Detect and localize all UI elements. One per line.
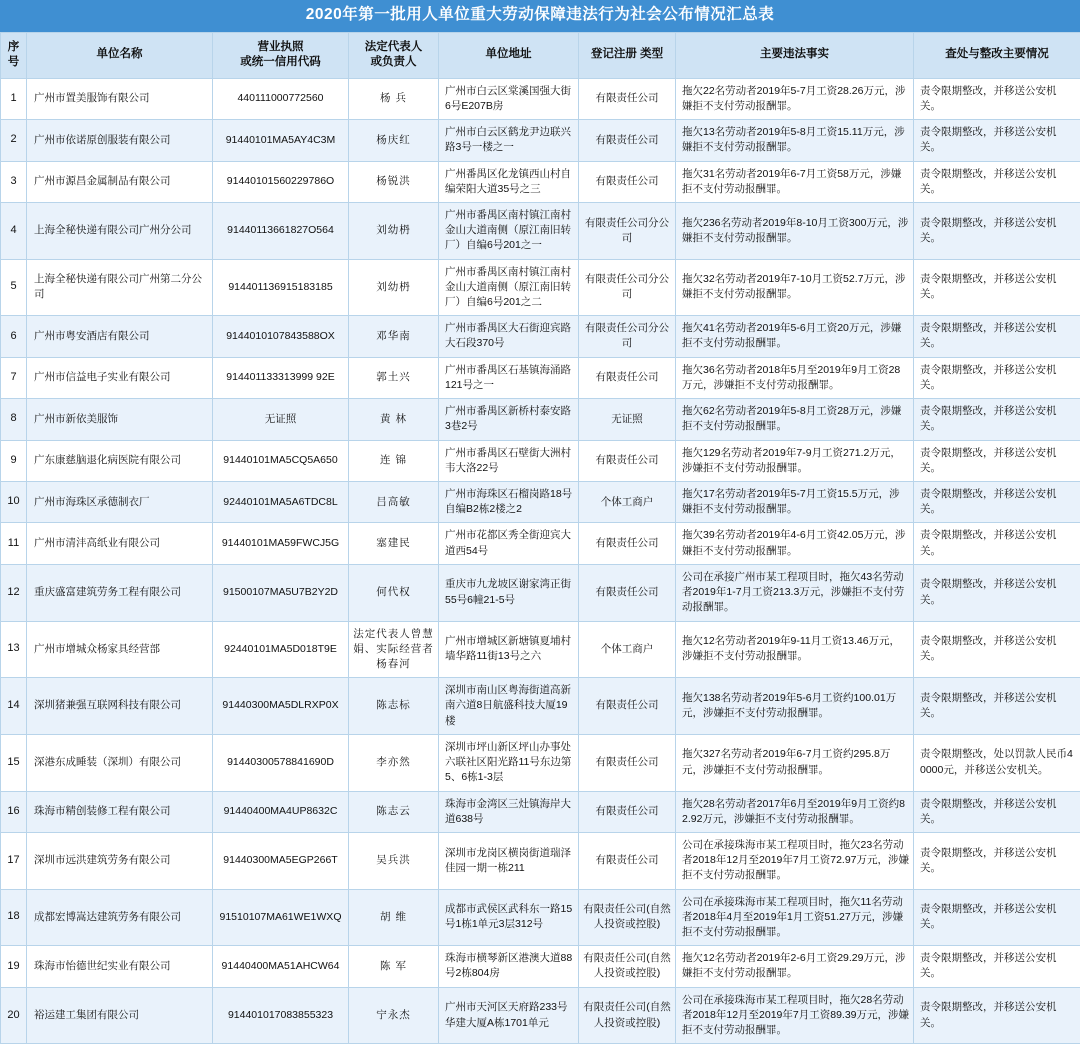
- table-row: [1, 161, 1080, 202]
- row-violation-facts: 拖欠236名劳动者2019年8-10月工资300万元，涉嫌拒不支付劳动报酬罪。: [676, 202, 914, 259]
- row-legal-rep: 法定代表人曾慧娟、实际经营者杨春河: [349, 621, 439, 678]
- row-violation-facts: 拖欠22名劳动者2019年5-7月工资28.26万元，涉嫌拒不支付劳动报酬罪。: [676, 78, 914, 119]
- table-row: [1, 482, 1080, 523]
- row-license-code: 91440300MA5EGP266T: [213, 832, 349, 889]
- row-license-code: 91440101MA5CQ5A650: [213, 440, 349, 481]
- row-violation-facts: 拖欠12名劳动者2019年2-6月工资29.29万元，涉嫌拒不支付劳动报酬罪。: [676, 946, 914, 987]
- row-license-code: 91510107MA61WE1WXQ: [213, 889, 349, 946]
- row-license-code: 无证照: [213, 399, 349, 440]
- row-legal-rep: 杨锐洪: [349, 161, 439, 202]
- row-license-code: 91440300578841690D: [213, 734, 349, 791]
- row-handling: 责令限期整改，并移送公安机关。: [914, 678, 1080, 735]
- row-company-name: 广州市新依美服饰: [27, 399, 213, 440]
- col-license-code-line1: 营业执照: [216, 40, 345, 56]
- row-index: 15: [1, 734, 27, 791]
- col-license-code-line2: 或统一信用代码: [216, 55, 345, 71]
- row-company-name: 深港东成睡装（深圳）有限公司: [27, 734, 213, 791]
- row-violation-facts: 拖欠36名劳动者2018年5月至2019年9月工资28万元，涉嫌拒不支付劳动报酬罪。: [676, 357, 914, 398]
- row-index: 6: [1, 316, 27, 357]
- row-company-name: 广州市清沣高纸业有限公司: [27, 523, 213, 564]
- row-license-code: 91440113661827O564: [213, 202, 349, 259]
- row-handling: 责令限期整改，并移送公安机关。: [914, 440, 1080, 481]
- table-header: [1, 32, 1080, 78]
- page-title: 2020年第一批用人单位重大劳动保障违法行为社会公布情况汇总表: [0, 0, 1080, 32]
- row-address: 广州市番禺区石壁街大洲村韦大洛22号: [439, 440, 579, 481]
- row-legal-rep: 邓华南: [349, 316, 439, 357]
- col-company-name: 单位名称: [27, 32, 213, 78]
- table-row: [1, 259, 1080, 316]
- row-registration-type: 有限责任公司: [579, 120, 676, 161]
- row-index: 13: [1, 621, 27, 678]
- row-license-code: 92440101MA5A6TDC8L: [213, 482, 349, 523]
- row-address: 重庆市九龙坡区谢家湾正街55号6幢21-5号: [439, 564, 579, 621]
- row-license-code: 9144010107843588OX: [213, 316, 349, 357]
- row-violation-facts: 拖欠39名劳动者2019年4-6月工资42.05万元，涉嫌拒不支付劳动报酬罪。: [676, 523, 914, 564]
- violations-table: [0, 32, 1080, 1044]
- row-address: 深圳市南山区粤海街道高新南六道8日航盛科技大厦19楼: [439, 678, 579, 735]
- row-company-name: 珠海市精创装修工程有限公司: [27, 791, 213, 832]
- row-license-code: 91440400MA51AHCW64: [213, 946, 349, 987]
- row-handling: 责令限期整改，并移送公安机关。: [914, 161, 1080, 202]
- table-row: [1, 399, 1080, 440]
- row-address: 广州市天河区天府路233号华建大厦A栋1701单元: [439, 987, 579, 1044]
- row-company-name: 裕运建工集团有限公司: [27, 987, 213, 1044]
- row-license-code: 914401133313999 92E: [213, 357, 349, 398]
- table-row: [1, 987, 1080, 1044]
- row-violation-facts: 拖欠327名劳动者2019年6-7月工资约295.8万元，涉嫌拒不支付劳动报酬罪。: [676, 734, 914, 791]
- table-row: [1, 678, 1080, 735]
- row-handling: 责令限期整改，并移送公安机关。: [914, 832, 1080, 889]
- row-handling: 责令限期整改，并移送公安机关。: [914, 564, 1080, 621]
- row-index: 9: [1, 440, 27, 481]
- row-address: 广州市番禺区新桥村泰安路3巷2号: [439, 399, 579, 440]
- row-registration-type: 有限责任公司: [579, 523, 676, 564]
- row-license-code: 92440101MA5D018T9E: [213, 621, 349, 678]
- row-company-name: 成都宏博嵩达建筑劳务有限公司: [27, 889, 213, 946]
- row-address: 广州市番禺区大石街迎宾路大石段370号: [439, 316, 579, 357]
- row-violation-facts: 拖欠17名劳动者2019年5-7月工资15.5万元，涉嫌拒不支付劳动报酬罪。: [676, 482, 914, 523]
- row-index: 14: [1, 678, 27, 735]
- row-index: 7: [1, 357, 27, 398]
- col-index: 序号: [1, 32, 27, 78]
- row-registration-type: 个体工商户: [579, 621, 676, 678]
- row-legal-rep: 吕高敏: [349, 482, 439, 523]
- table-row: [1, 946, 1080, 987]
- row-handling: 责令限期整改，并移送公安机关。: [914, 946, 1080, 987]
- row-handling: 责令限期整改，并移送公安机关。: [914, 791, 1080, 832]
- row-index: 5: [1, 259, 27, 316]
- row-index: 10: [1, 482, 27, 523]
- row-index: 17: [1, 832, 27, 889]
- table-body: [1, 78, 1080, 1044]
- row-index: 19: [1, 946, 27, 987]
- row-violation-facts: 公司在承接广州市某工程项目时，拖欠43名劳动者2019年1-7月工资213.3万元，涉嫌拒不支付劳动报酬罪。: [676, 564, 914, 621]
- row-company-name: 广州市海珠区承德制衣厂: [27, 482, 213, 523]
- row-handling: 责令限期整改，处以罚款人民币40000元，并移送公安机关。: [914, 734, 1080, 791]
- row-company-name: 广州市置美服饰有限公司: [27, 78, 213, 119]
- row-address: 珠海市金湾区三灶镇海岸大道638号: [439, 791, 579, 832]
- row-registration-type: 有限责任公司: [579, 564, 676, 621]
- row-registration-type: 有限责任公司: [579, 357, 676, 398]
- table-row: [1, 440, 1080, 481]
- row-violation-facts: 拖欠12名劳动者2019年9-11月工资13.46万元，涉嫌拒不支付劳动报酬罪。: [676, 621, 914, 678]
- row-index: 8: [1, 399, 27, 440]
- row-legal-rep: 陈志标: [349, 678, 439, 735]
- row-company-name: 重庆盛富建筑劳务工程有限公司: [27, 564, 213, 621]
- row-legal-rep: 陈志云: [349, 791, 439, 832]
- col-handling: 查处与整改主要情况: [914, 32, 1080, 78]
- col-legal-rep-line1: 法定代表人: [352, 40, 435, 56]
- row-registration-type: 有限责任公司: [579, 78, 676, 119]
- row-handling: 责令限期整改，并移送公安机关。: [914, 357, 1080, 398]
- row-registration-type: 有限责任公司分公司: [579, 202, 676, 259]
- row-legal-rep: 胡 维: [349, 889, 439, 946]
- table-row: [1, 120, 1080, 161]
- row-registration-type: 有限责任公司分公司: [579, 316, 676, 357]
- row-legal-rep: 陈 军: [349, 946, 439, 987]
- row-index: 18: [1, 889, 27, 946]
- row-handling: 责令限期整改，并移送公安机关。: [914, 399, 1080, 440]
- table-row: [1, 889, 1080, 946]
- row-address: 珠海市横琴新区港澳大道88号2栋804房: [439, 946, 579, 987]
- row-company-name: 上海全秘快递有限公司广州分公司: [27, 202, 213, 259]
- row-handling: 责令限期整改，并移送公安机关。: [914, 523, 1080, 564]
- col-violation-facts: 主要违法事实: [676, 32, 914, 78]
- col-legal-rep: [349, 32, 439, 78]
- row-violation-facts: 拖欠62名劳动者2019年5-8月工资28万元，涉嫌拒不支付劳动报酬罪。: [676, 399, 914, 440]
- row-handling: 责令限期整改，并移送公安机关。: [914, 259, 1080, 316]
- row-company-name: 深圳市远洪建筑劳务有限公司: [27, 832, 213, 889]
- row-company-name: 广州市依诺原创服装有限公司: [27, 120, 213, 161]
- row-handling: 责令限期整改，并移送公安机关。: [914, 316, 1080, 357]
- row-handling: 责令限期整改，并移送公安机关。: [914, 621, 1080, 678]
- table-row: [1, 564, 1080, 621]
- row-address: 广州市白云区鹤龙尹边联兴路3号一楼之一: [439, 120, 579, 161]
- row-license-code: 91500107MA5U7B2Y2D: [213, 564, 349, 621]
- row-violation-facts: 公司在承接珠海市某工程项目时，拖欠11名劳动者2018年4月至2019年1月工资51.27万元，涉嫌拒不支付劳动报酬罪。: [676, 889, 914, 946]
- row-handling: 责令限期整改，并移送公安机关。: [914, 78, 1080, 119]
- row-address: 广州市番禺区石基镇海涌路121号之一: [439, 357, 579, 398]
- row-license-code: 91440101MA59FWCJ5G: [213, 523, 349, 564]
- row-violation-facts: 拖欠28名劳动者2017年6月至2019年9月工资约82.92万元，涉嫌拒不支付劳动报酬罪。: [676, 791, 914, 832]
- row-registration-type: 有限责任公司(自然人投资或控股): [579, 889, 676, 946]
- row-handling: 责令限期整改，并移送公安机关。: [914, 120, 1080, 161]
- row-address: 深圳市坪山新区坪山办事处六联社区阳光路11号东边第5、6栋1-3层: [439, 734, 579, 791]
- row-license-code: 91440101560229786O: [213, 161, 349, 202]
- row-violation-facts: 拖欠41名劳动者2019年5-6月工资20万元，涉嫌拒不支付劳动报酬罪。: [676, 316, 914, 357]
- row-index: 4: [1, 202, 27, 259]
- row-index: 16: [1, 791, 27, 832]
- row-license-code: 914401017083855323: [213, 987, 349, 1044]
- row-legal-rep: 杨 兵: [349, 78, 439, 119]
- col-registration-type: 登记注册 类型: [579, 32, 676, 78]
- row-violation-facts: 拖欠13名劳动者2019年5-8月工资15.11万元，涉嫌拒不支付劳动报酬罪。: [676, 120, 914, 161]
- table-row: [1, 523, 1080, 564]
- row-registration-type: 有限责任公司: [579, 734, 676, 791]
- row-legal-rep: 刘幼枬: [349, 259, 439, 316]
- row-address: 广州市增城区新塘镇夏埔村墙华路11街13号之六: [439, 621, 579, 678]
- row-address: 广州市番禺区南村镇江南村金山大道南侧（原江南旧转厂）自编6号201之二: [439, 259, 579, 316]
- row-registration-type: 有限责任公司: [579, 832, 676, 889]
- row-index: 11: [1, 523, 27, 564]
- row-legal-rep: 杨庆红: [349, 120, 439, 161]
- row-company-name: 珠海市怡德世纪实业有限公司: [27, 946, 213, 987]
- row-violation-facts: 拖欠129名劳动者2019年7-9月工资271.2万元，涉嫌拒不支付劳动报酬罪。: [676, 440, 914, 481]
- row-handling: 责令限期整改，并移送公安机关。: [914, 202, 1080, 259]
- table-row: [1, 316, 1080, 357]
- row-license-code: 440111000772560: [213, 78, 349, 119]
- row-handling: 责令限期整改，并移送公安机关。: [914, 482, 1080, 523]
- row-registration-type: 有限责任公司: [579, 440, 676, 481]
- row-violation-facts: 公司在承接珠海市某工程项目时，拖欠23名劳动者2018年12月至2019年7月工资72.97万元，涉嫌拒不支付劳动报酬罪。: [676, 832, 914, 889]
- table-row: [1, 78, 1080, 119]
- row-company-name: 上海全秘快递有限公司广州第二分公司: [27, 259, 213, 316]
- row-license-code: 91440101MA5AY4C3M: [213, 120, 349, 161]
- row-company-name: 深圳猪兼强互联网科技有限公司: [27, 678, 213, 735]
- row-company-name: 广州市信益电子实业有限公司: [27, 357, 213, 398]
- row-license-code: 914401136915183185: [213, 259, 349, 316]
- row-license-code: 91440400MA4UP8632C: [213, 791, 349, 832]
- row-address: 广州市白云区棠溪国强大街6号E207B房: [439, 78, 579, 119]
- table-row: [1, 202, 1080, 259]
- row-company-name: 广州市粤安酒店有限公司: [27, 316, 213, 357]
- row-address: 深圳市龙岗区横岗街道瑞泽佳园一期一栋211: [439, 832, 579, 889]
- col-address: 单位地址: [439, 32, 579, 78]
- row-legal-rep: 郭土兴: [349, 357, 439, 398]
- row-registration-type: 有限责任公司: [579, 161, 676, 202]
- row-company-name: 广东康慈脑退化病医院有限公司: [27, 440, 213, 481]
- row-registration-type: 无证照: [579, 399, 676, 440]
- table-row: [1, 791, 1080, 832]
- table-row: [1, 357, 1080, 398]
- row-legal-rep: 宁永杰: [349, 987, 439, 1044]
- col-legal-rep-line2: 或负责人: [352, 55, 435, 71]
- row-company-name: 广州市增城众杨家具经营部: [27, 621, 213, 678]
- row-registration-type: 有限责任公司: [579, 678, 676, 735]
- row-license-code: 91440300MA5DLRXP0X: [213, 678, 349, 735]
- row-legal-rep: 连 锦: [349, 440, 439, 481]
- header-row: [1, 32, 1080, 78]
- row-registration-type: 个体工商户: [579, 482, 676, 523]
- row-address: 成都市武侯区武科东一路15号1栋1单元3层312号: [439, 889, 579, 946]
- row-address: 广州市花都区秀全街迎宾大道西54号: [439, 523, 579, 564]
- row-legal-rep: 刘幼枬: [349, 202, 439, 259]
- row-legal-rep: 李亦然: [349, 734, 439, 791]
- row-registration-type: 有限责任公司(自然人投资或控股): [579, 987, 676, 1044]
- row-index: 12: [1, 564, 27, 621]
- row-handling: 责令限期整改，并移送公安机关。: [914, 987, 1080, 1044]
- row-index: 20: [1, 987, 27, 1044]
- row-registration-type: 有限责任公司(自然人投资或控股): [579, 946, 676, 987]
- row-legal-rep: 塞建民: [349, 523, 439, 564]
- row-address: 广州市海珠区石榴岗路18号自编B2栋2楼之2: [439, 482, 579, 523]
- row-legal-rep: 吴兵洪: [349, 832, 439, 889]
- table-row: [1, 832, 1080, 889]
- row-legal-rep: 何代权: [349, 564, 439, 621]
- row-company-name: 广州市源昌金属制品有限公司: [27, 161, 213, 202]
- row-legal-rep: 黄 林: [349, 399, 439, 440]
- row-index: 1: [1, 78, 27, 119]
- row-violation-facts: 公司在承接珠海市某工程项目时，拖欠28名劳动者2018年12月至2019年7月工资89.39万元，涉嫌拒不支付劳动报酬罪。: [676, 987, 914, 1044]
- table-row: [1, 621, 1080, 678]
- row-address: 广州番禺区化龙镇西山村自编荣阳大道35号之三: [439, 161, 579, 202]
- row-registration-type: 有限责任公司: [579, 791, 676, 832]
- row-address: 广州市番禺区南村镇江南村金山大道南侧（原江南旧转厂）自编6号201之一: [439, 202, 579, 259]
- row-violation-facts: 拖欠138名劳动者2019年5-6月工资约100.01万元，涉嫌拒不支付劳动报酬罪。: [676, 678, 914, 735]
- row-registration-type: 有限责任公司分公司: [579, 259, 676, 316]
- row-index: 2: [1, 120, 27, 161]
- table-row: [1, 734, 1080, 791]
- row-handling: 责令限期整改，并移送公安机关。: [914, 889, 1080, 946]
- row-violation-facts: 拖欠32名劳动者2019年7-10月工资52.7万元，涉嫌拒不支付劳动报酬罪。: [676, 259, 914, 316]
- col-license-code: [213, 32, 349, 78]
- row-violation-facts: 拖欠31名劳动者2019年6-7月工资58万元，涉嫌拒不支付劳动报酬罪。: [676, 161, 914, 202]
- row-index: 3: [1, 161, 27, 202]
